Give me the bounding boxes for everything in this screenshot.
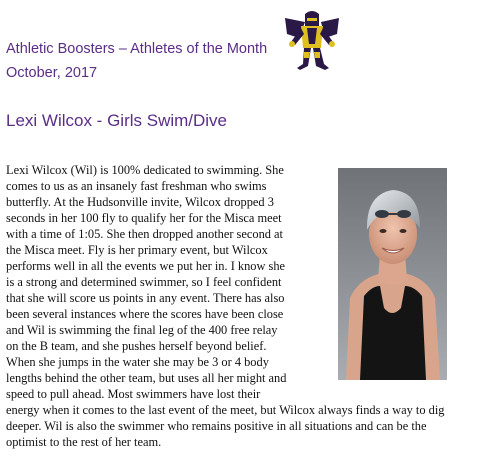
- page-date: October, 2017: [6, 65, 98, 81]
- knight-mascot-icon: [277, 8, 347, 78]
- top-strip: [0, 0, 500, 6]
- article-line: Lexi Wilcox (Wil) is 100% dedicated to swimming. She: [6, 163, 284, 177]
- top-strip-left-text: [6, 0, 135, 4]
- article-line: deeper. Wil is also the swimmer who remains positive in all situations and can be the: [6, 419, 427, 433]
- article-line: on the B team, and she pushes herself beyond belief.: [6, 339, 267, 353]
- article-line: optimist to the rest of her team.: [6, 435, 162, 449]
- article-line: that she will score us points in any event. There has also: [6, 291, 285, 305]
- article-line: is a strong and determined swimmer, so I feel confident: [6, 275, 282, 289]
- athlete-heading: Lexi Wilcox - Girls Swim/Dive: [6, 111, 228, 130]
- top-strip-right-text: [440, 0, 465, 4]
- page-title: Athletic Boosters – Athletes of the Month: [6, 41, 268, 57]
- article-line: When she jumps in the water she may be 3 or 4 body: [6, 355, 269, 369]
- article-line: butterfly. At the Hudsonville invite, Wilcox dropped 3: [6, 195, 274, 209]
- article-line: the Misca meet. Fly is her primary event, but Wilcox: [6, 243, 268, 257]
- article-line: with a time of 1:05. She then dropped another second at: [6, 227, 283, 241]
- article-line: lengths behind the other team, but uses all her might and: [6, 371, 287, 385]
- article-line: comes to us as an insanely fast freshman who swims: [6, 179, 267, 193]
- article-line: performs well in all the events we put her in. I know she: [6, 259, 286, 273]
- athlete-photo: [338, 168, 447, 380]
- article-line: energy when it comes to the last event of the meet, but Wilcox always finds a way to dig: [6, 403, 445, 417]
- article-line: seconds in her 100 fly to qualify her for the Misca meet: [6, 211, 282, 225]
- article-line: been several instances where the scores have been close: [6, 307, 284, 321]
- article-line: and Wil is swimming the final leg of the 400 free relay: [6, 323, 278, 337]
- article-line: speed to pull ahead. Most swimmers have lost their: [6, 387, 261, 401]
